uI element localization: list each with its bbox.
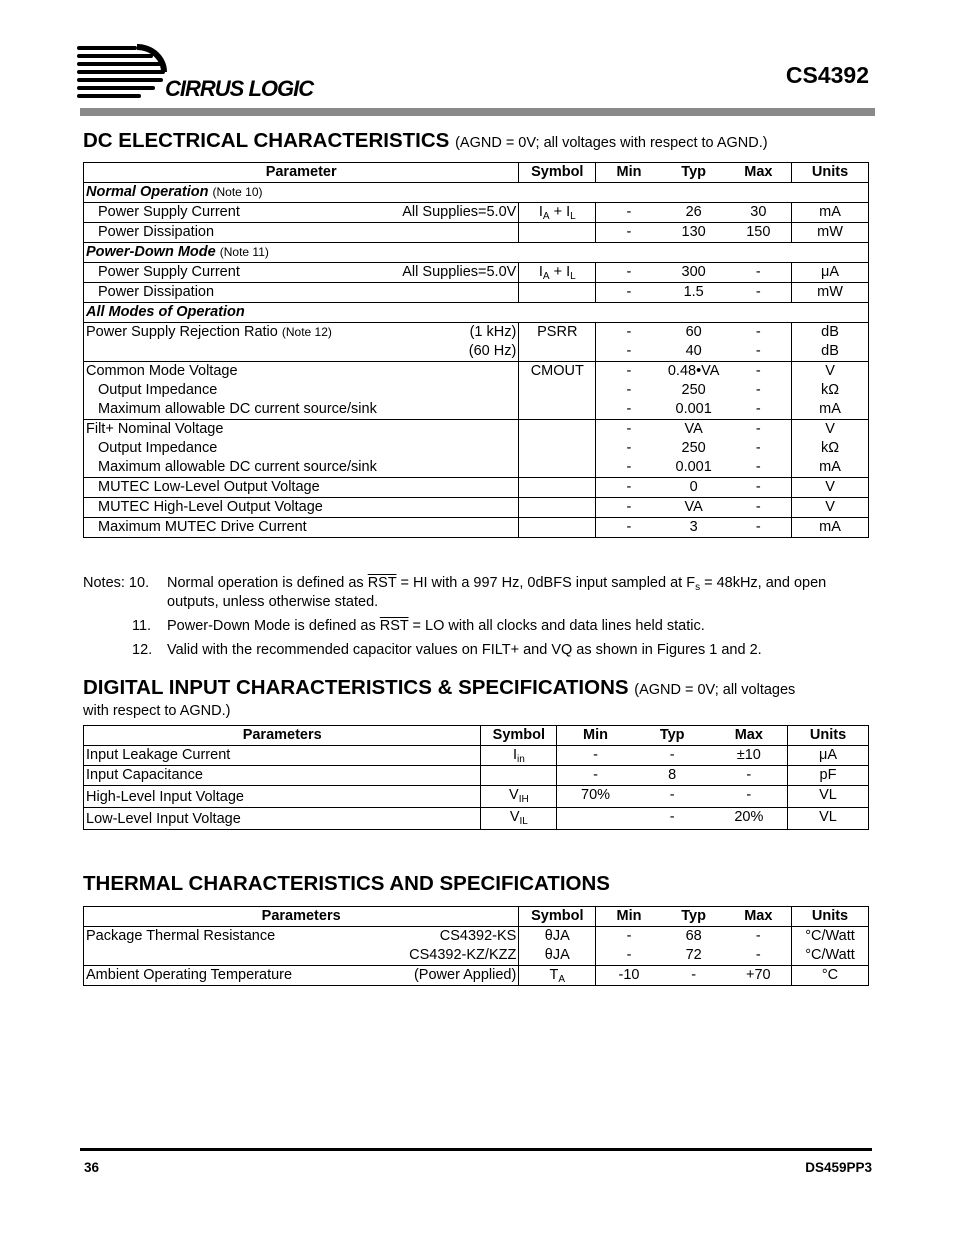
max-cell: - - - <box>726 420 792 478</box>
units-cell: VL <box>788 808 869 830</box>
typ-cell: 3 <box>662 518 726 538</box>
symbol-cell: PSRR <box>519 323 596 362</box>
col-units: Units <box>792 163 869 183</box>
note-12: 12. Valid with the recommended capacitor values on FILT+ and VQ as shown in Figures 1 and 2. <box>132 642 762 658</box>
typ-cell: - <box>634 746 711 766</box>
typ-cell: 1.5 <box>662 283 726 303</box>
max-cell: - <box>711 786 788 808</box>
section-label: All Modes of Operation <box>86 304 245 320</box>
min-cell: - <box>557 746 634 766</box>
units-cell: °C <box>792 966 869 986</box>
max-cell: 30 <box>726 203 792 223</box>
max-cell: - <box>726 478 792 498</box>
param-condition: All Supplies=5.0V <box>402 204 517 220</box>
typ-cell: 26 <box>662 203 726 223</box>
section-row <box>84 303 869 323</box>
dc-subtitle: (AGND = 0V; all voltages with respect to AGND.) <box>455 135 768 151</box>
param-label: Output Impedance <box>98 382 218 398</box>
units-cell: μA <box>792 263 869 283</box>
units-cell: V <box>792 498 869 518</box>
col-typ: Typ <box>662 907 726 927</box>
table-row <box>84 420 869 478</box>
param-condition: (Power Applied) <box>413 967 517 983</box>
min-cell: - - - <box>596 362 662 420</box>
note-ref: (Note 10) <box>212 185 263 199</box>
table-row <box>84 518 869 538</box>
section-label: Power-Down Mode <box>86 244 216 260</box>
typ-cell: 8 <box>634 766 711 786</box>
cirrus-logic-logo <box>77 42 337 102</box>
units-cell: dB dB <box>792 323 869 362</box>
max-cell: - - <box>726 323 792 362</box>
max-cell: - <box>726 498 792 518</box>
section-label: Normal Operation <box>86 184 209 200</box>
param-label: Ambient Operating Temperature <box>86 967 293 983</box>
units-cell: V <box>792 478 869 498</box>
table-header-row <box>84 163 869 183</box>
param-label: Filt+ Nominal Voltage <box>86 421 224 437</box>
table-row <box>84 746 869 766</box>
min-cell: - <box>596 498 662 518</box>
min-cell <box>557 808 634 830</box>
typ-cell: - <box>634 808 711 830</box>
min-cell: - <box>596 283 662 303</box>
typ-cell: 300 <box>662 263 726 283</box>
logo-text: CIRRUS LOGIC <box>165 76 314 101</box>
param-label: Maximum allowable DC current source/sink <box>98 401 377 417</box>
note-ref: (Note 12) <box>281 325 332 339</box>
param-condition: All Supplies=5.0V <box>402 264 517 280</box>
col-symbol: Symbol <box>481 726 557 746</box>
symbol-cell: $I_A + I_L$ <box>519 203 596 223</box>
digital-title: DIGITAL INPUT CHARACTERISTICS & SPECIFICATIONS <box>83 676 629 699</box>
typ-cell: VA 250 0.001 <box>662 420 726 478</box>
typ-cell: VA <box>662 498 726 518</box>
max-cell: - - - <box>726 362 792 420</box>
max-cell: - <box>726 518 792 538</box>
thermal-title: THERMAL CHARACTERISTICS AND SPECIFICATIONS <box>83 872 610 895</box>
table-row <box>84 808 869 830</box>
digital-subtitle-cont: with respect to AGND.) <box>83 703 231 719</box>
table-row <box>84 498 869 518</box>
symbol-cell: CMOUT <box>519 362 596 420</box>
col-units: Units <box>788 726 869 746</box>
note-ref: (Note 11) <box>219 245 269 259</box>
param-label: Output Impedance <box>98 440 218 456</box>
col-min: Min <box>596 163 662 183</box>
table-row <box>84 203 869 223</box>
table-row <box>84 966 869 986</box>
notes-block <box>83 574 873 660</box>
col-parameter: Parameter <box>84 163 519 183</box>
min-cell: - - <box>596 927 662 966</box>
min-cell: - <box>596 518 662 538</box>
param-condition: CS4392-KS <box>439 928 517 944</box>
col-typ: Typ <box>634 726 711 746</box>
min-cell: - - <box>596 323 662 362</box>
symbol-cell: $T_A$ <box>519 966 596 986</box>
units-cell: mA <box>792 518 869 538</box>
units-cell: mW <box>792 223 869 243</box>
max-cell: - - <box>726 927 792 966</box>
min-cell: 70% <box>557 786 634 808</box>
col-max: Max <box>726 163 792 183</box>
min-cell: - <box>596 203 662 223</box>
param-label: Maximum allowable DC current source/sink <box>98 459 377 475</box>
units-cell: °C/Watt °C/Watt <box>792 927 869 966</box>
units-cell: mW <box>792 283 869 303</box>
param-label: Common Mode Voltage <box>86 363 238 379</box>
symbol-cell: θJA θJA <box>519 927 596 966</box>
page-number: 36 <box>84 1160 100 1175</box>
table-header-row <box>84 907 869 927</box>
col-min: Min <box>596 907 662 927</box>
table-row <box>84 766 869 786</box>
table-row <box>84 263 869 283</box>
col-parameters: Parameters <box>84 907 519 927</box>
col-max: Max <box>726 907 792 927</box>
col-min: Min <box>557 726 634 746</box>
min-cell: - <box>596 478 662 498</box>
param-label: High-Level Input Voltage <box>84 786 481 808</box>
param-label: Package Thermal Resistance <box>86 928 276 944</box>
table-header-row <box>84 726 869 746</box>
typ-cell: 130 <box>662 223 726 243</box>
section-row <box>84 243 869 263</box>
typ-cell: - <box>662 966 726 986</box>
param-condition: CS4392-KZ/KZZ <box>409 947 517 963</box>
units-cell: V kΩ mA <box>792 362 869 420</box>
max-cell: ±10 <box>711 746 788 766</box>
typ-cell: 68 72 <box>662 927 726 966</box>
col-max: Max <box>711 726 788 746</box>
symbol-cell: $V_{IL}$ <box>481 808 557 830</box>
param-label: Power Supply Current <box>98 264 240 280</box>
symbol-cell: $I_A + I_L$ <box>519 263 596 283</box>
typ-cell: - <box>634 786 711 808</box>
table-row <box>84 478 869 498</box>
min-cell: - - - <box>596 420 662 478</box>
footer-rule <box>80 1148 872 1151</box>
dc-title: DC ELECTRICAL CHARACTERISTICS <box>83 129 450 152</box>
table-row <box>84 362 869 420</box>
min-cell: - <box>596 263 662 283</box>
typ-cell: 0 <box>662 478 726 498</box>
max-cell: - <box>726 263 792 283</box>
param-label: Low-Level Input Voltage <box>84 808 481 830</box>
min-cell: - <box>557 766 634 786</box>
max-cell: 20% <box>711 808 788 830</box>
min-cell: - <box>596 223 662 243</box>
col-symbol: Symbol <box>519 163 596 183</box>
param-label: Input Capacitance <box>84 766 481 786</box>
col-typ: Typ <box>662 163 726 183</box>
document-id: DS459PP3 <box>805 1160 872 1175</box>
col-units: Units <box>792 907 869 927</box>
param-label: Input Leakage Current <box>84 746 481 766</box>
max-cell: 150 <box>726 223 792 243</box>
table-row <box>84 927 869 966</box>
table-row <box>84 223 869 243</box>
digital-table <box>83 725 869 830</box>
digital-subtitle: (AGND = 0V; all voltages <box>634 682 796 698</box>
section-row <box>84 183 869 203</box>
table-row <box>84 786 869 808</box>
max-cell: +70 <box>726 966 792 986</box>
max-cell: - <box>726 283 792 303</box>
note-11: 11. Power-Down Mode is defined as $\overline{RST}$ = LO with all clocks and data lines held static. <box>132 618 705 634</box>
part-number: CS4392 <box>785 62 869 88</box>
units-cell: mA <box>792 203 869 223</box>
param-label: MUTEC Low-Level Output Voltage <box>98 479 320 495</box>
max-cell: - <box>711 766 788 786</box>
param-label: Power Dissipation <box>98 284 215 300</box>
typ-cell: 0.48•VA 250 0.001 <box>662 362 726 420</box>
param-label: Power Supply Current <box>98 204 240 220</box>
table-row <box>84 323 869 362</box>
units-cell: pF <box>788 766 869 786</box>
units-cell: V kΩ mA <box>792 420 869 478</box>
param-label: MUTEC High-Level Output Voltage <box>98 499 323 515</box>
digital-heading <box>83 676 795 700</box>
typ-cell: 60 40 <box>662 323 726 362</box>
symbol-cell: $I_{in}$ <box>481 746 557 766</box>
col-parameters: Parameters <box>84 726 481 746</box>
table-row <box>84 283 869 303</box>
header-rule <box>80 108 875 116</box>
symbol-cell: $V_{IH}$ <box>481 786 557 808</box>
col-symbol: Symbol <box>519 907 596 927</box>
units-cell: VL <box>788 786 869 808</box>
dc-heading <box>83 129 768 153</box>
units-cell: μA <box>788 746 869 766</box>
param-condition: (1 kHz) <box>469 324 517 340</box>
note-10: Notes: 10. Normal operation is defined as $\overline{RST}$ = HI with a 997 Hz, 0dBFS input sampled at $F_s = 48kHz$, and open outputs, unless otherwise stated. <box>83 575 827 610</box>
thermal-table <box>83 906 869 986</box>
dc-table <box>83 162 869 538</box>
param-label: Power Supply Rejection Ratio <box>86 324 278 340</box>
param-label: Power Dissipation <box>98 224 215 240</box>
min-cell: -10 <box>596 966 662 986</box>
param-condition: (60 Hz) <box>468 343 517 359</box>
param-label: Maximum MUTEC Drive Current <box>98 519 307 535</box>
